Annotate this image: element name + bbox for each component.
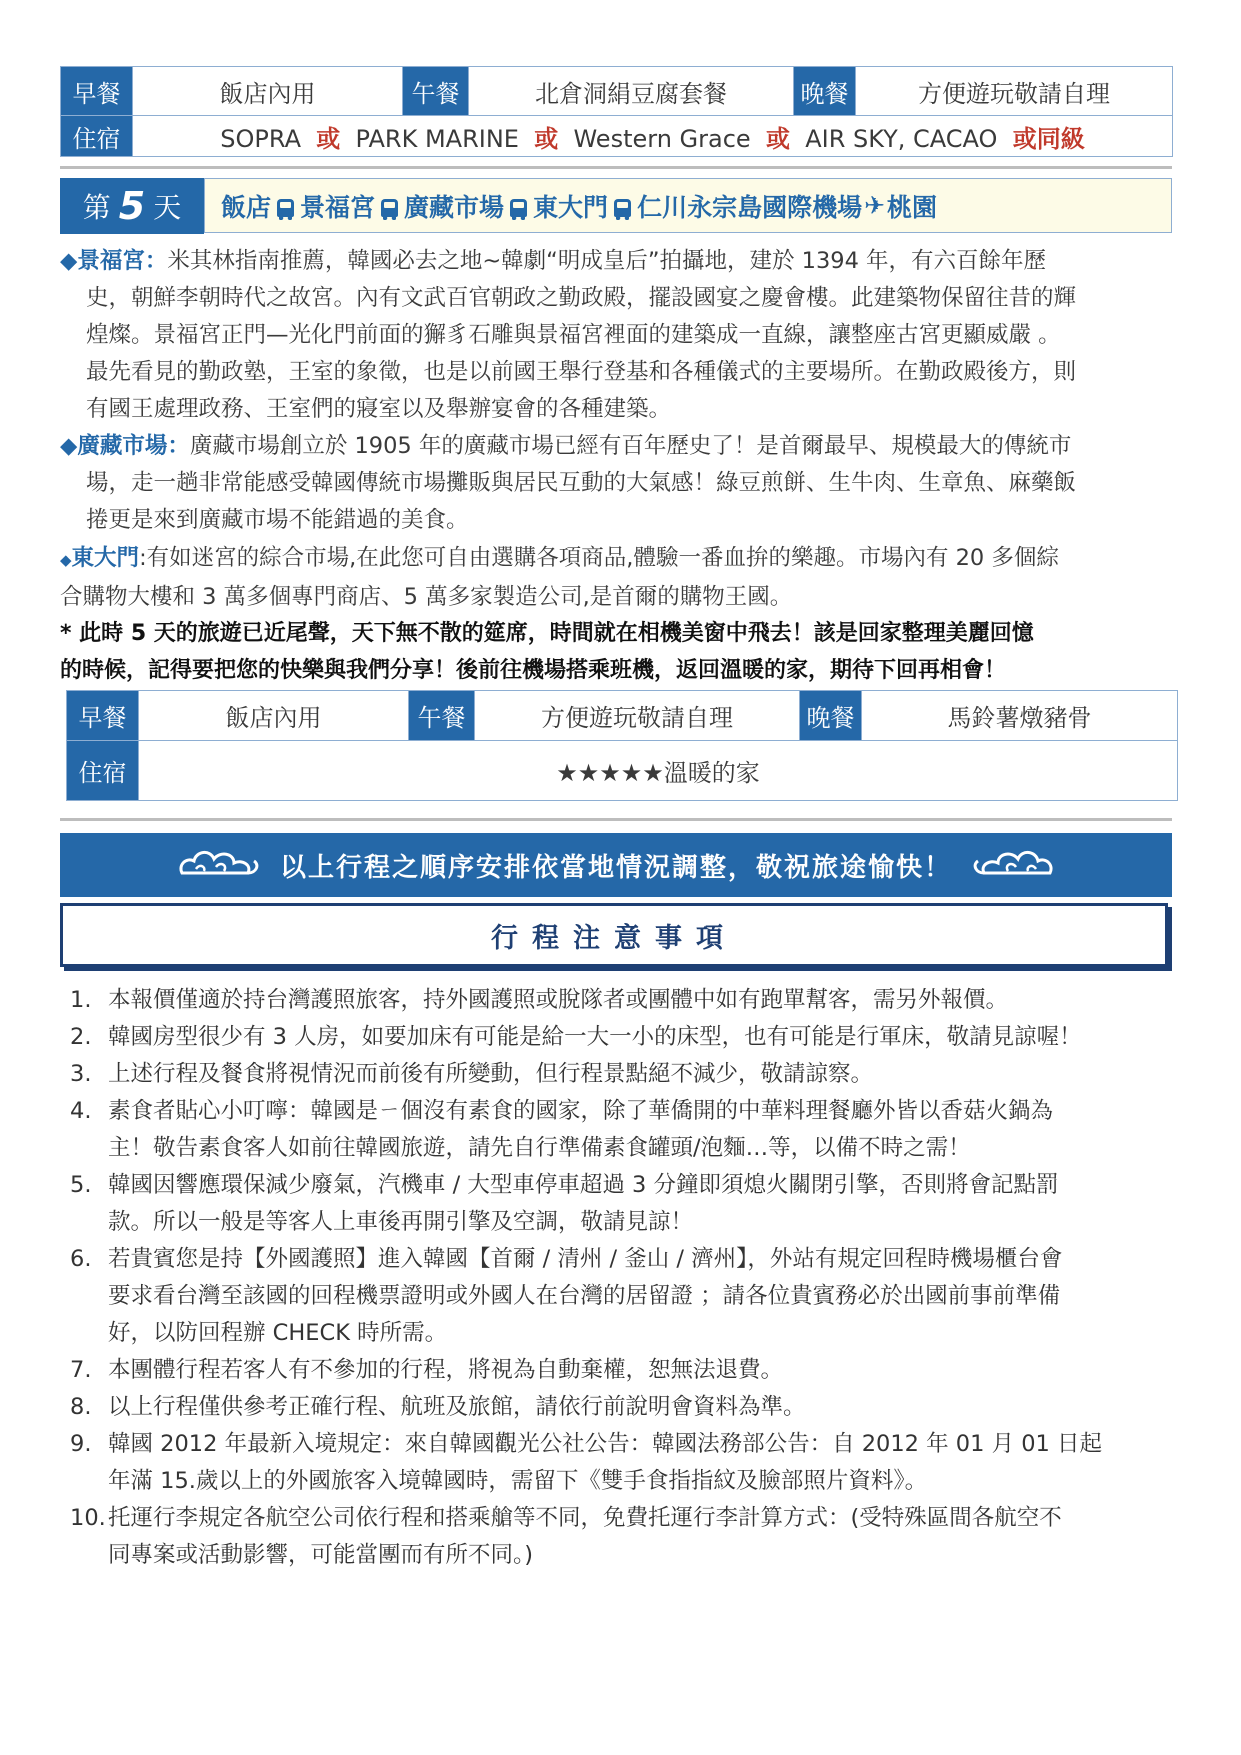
hotel-name: SOPRA bbox=[220, 124, 302, 153]
list-item bbox=[70, 1352, 1175, 1389]
text-line: 主！敬告素食客人如前往韓國旅遊，請先自行準備素食罐頭/泡麵…等，以備不時之需！ bbox=[108, 1135, 971, 1161]
dinner-label: 晚餐 bbox=[794, 67, 856, 116]
bus-icon bbox=[614, 199, 631, 217]
route-stop: 仁川永宗島國際機場 bbox=[637, 192, 863, 222]
lunch-label: 午餐 bbox=[403, 67, 469, 116]
dinner-value: 方便遊玩敬請自理 bbox=[856, 67, 1173, 116]
list-item bbox=[70, 1167, 1175, 1241]
item-number: 2. bbox=[70, 1024, 92, 1050]
text-line: 韓國房型很少有 3 人房，如要加床有可能是給一大一小的床型，也有可能是行軍床，敬請見諒喔！ bbox=[108, 1024, 1082, 1050]
divider bbox=[60, 818, 1172, 821]
day-prefix: 第 bbox=[82, 191, 111, 224]
bus-icon bbox=[510, 199, 527, 217]
notes-title: 行程注意事項 bbox=[60, 903, 1168, 967]
list-item bbox=[70, 1056, 1175, 1093]
item-number: 7. bbox=[70, 1357, 92, 1383]
gyeongbokgung-description bbox=[60, 243, 1180, 428]
gyeongbokgung-heading: 景福宮： bbox=[77, 248, 168, 274]
item-number: 8. bbox=[70, 1394, 92, 1420]
dinner-value: 馬鈴薯燉豬骨 bbox=[862, 691, 1178, 741]
closing-banner bbox=[60, 833, 1172, 897]
text-line: 的時候，記得要把您的快樂與我們分享！後前往機場搭乘班機，返回溫暖的家，期待下回再相會！ bbox=[60, 658, 1007, 683]
text-line: 史，朝鮮李朝時代之故宮。內有文武百官朝政之勤政殿，擺設國宴之慶會樓。此建築物保留往昔的輝 bbox=[86, 285, 1077, 311]
cloud-ornament-icon bbox=[176, 845, 262, 885]
list-item bbox=[70, 1019, 1175, 1056]
text-line: 好，以防回程辦 CHECK 時所需。 bbox=[108, 1320, 448, 1346]
item-number: 10. bbox=[70, 1505, 106, 1531]
gwangjang-heading: 廣藏市場： bbox=[77, 433, 190, 459]
text-line: 要求看台灣至該國的回程機票證明或外國人在台灣的居留證 ；請各位貴賓務必於出國前事前準備 bbox=[108, 1283, 1061, 1309]
day-number: 5 bbox=[118, 184, 146, 228]
day5-meal-table bbox=[66, 690, 1178, 801]
text-line: :有如迷宮的綜合市場,在此您可自由選購各項商品,體驗一番血拚的樂趣。市場內有 20 多個綜 bbox=[139, 545, 1059, 571]
route-stop: 飯店 bbox=[221, 192, 272, 222]
hotel-name: PARK MARINE bbox=[355, 124, 519, 153]
day-suffix: 天 bbox=[153, 191, 182, 224]
item-number: 6. bbox=[70, 1246, 92, 1272]
text-line: 本團體行程若客人有不參加的行程，將視為自動棄權，恕無法退費。 bbox=[108, 1357, 784, 1383]
bus-icon bbox=[381, 199, 398, 217]
text-line: * 此時 5 天的旅遊已近尾聲，天下無不散的筵席，時間就在相機美窗中飛去！該是回家整理美麗回憶 bbox=[60, 621, 1034, 646]
text-line: 同專案或活動影響，可能當團而有所不同。) bbox=[108, 1542, 534, 1568]
day4-meal-table bbox=[60, 66, 1173, 157]
diamond-bullet-icon: ◆ bbox=[60, 551, 72, 569]
diamond-bullet-icon: ◆ bbox=[60, 433, 78, 459]
item-number: 1. bbox=[70, 987, 92, 1013]
gwangjang-description bbox=[60, 428, 1180, 539]
divider bbox=[60, 166, 1172, 169]
day-badge bbox=[60, 178, 204, 234]
dinner-label: 晚餐 bbox=[800, 691, 862, 741]
route-stop: 廣藏市場 bbox=[404, 192, 505, 222]
text-line: 上述行程及餐食將視情況而前後有所變動，但行程景點絕不減少，敬請諒察。 bbox=[108, 1061, 874, 1087]
lunch-label: 午餐 bbox=[409, 691, 475, 741]
or-word: 或 bbox=[765, 124, 790, 153]
text-line: 若貴賓您是持【外國護照】進入韓國【首爾 / 清州 / 釜山 / 濟州】，外站有規定回程時機場櫃台會 bbox=[108, 1246, 1063, 1272]
text-line: 以上行程僅供參考正確行程、航班及旅館，請依行前說明會資料為準。 bbox=[108, 1394, 806, 1420]
bus-icon bbox=[277, 199, 294, 217]
list-item bbox=[70, 1093, 1175, 1167]
lodging-value: ★★★★★溫暖的家 bbox=[139, 741, 1178, 801]
text-line: 年滿 15.歲以上的外國旅客入境韓國時，需留下《雙手食指指紋及臉部照片資料》。 bbox=[108, 1468, 928, 1494]
or-word: 或 bbox=[534, 124, 559, 153]
list-item bbox=[70, 1241, 1175, 1352]
breakfast-value: 飯店內用 bbox=[133, 67, 403, 116]
lodging-label: 住宿 bbox=[61, 116, 133, 157]
dongdaemun-description bbox=[60, 540, 1180, 616]
hotel-name: AIR SKY, CACAO bbox=[805, 124, 998, 153]
diamond-bullet-icon: ◆ bbox=[60, 248, 78, 274]
lodging-label: 住宿 bbox=[67, 741, 139, 801]
or-same-level: 或同級 bbox=[1012, 124, 1085, 153]
dongdaemun-heading: 東大門 bbox=[71, 545, 140, 571]
breakfast-label: 早餐 bbox=[61, 67, 133, 116]
text-line: 韓國 2012 年最新入境規定：來自韓國觀光公社公告：韓國法務部公告：自 2012 年 01 月 01 日起 bbox=[108, 1431, 1103, 1457]
closing-note bbox=[60, 615, 1180, 689]
lunch-value: 北倉洞絹豆腐套餐 bbox=[469, 67, 794, 116]
text-line: 韓國因響應環保減少廢氣，汽機車 / 大型車停車超過 3 分鐘即須熄火關閉引擎，否則將會記點罰 bbox=[108, 1172, 1059, 1198]
item-number: 5. bbox=[70, 1172, 92, 1198]
lunch-value: 方便遊玩敬請自理 bbox=[475, 691, 800, 741]
cloud-ornament-icon bbox=[970, 845, 1056, 885]
lodging-value bbox=[133, 116, 1173, 157]
text-line: 托運行李規定各航空公司依行程和搭乘艙等不同，免費托運行李計算方式：(受特殊區間各航空不 bbox=[108, 1505, 1062, 1531]
item-number: 9. bbox=[70, 1431, 92, 1457]
text-line: 素食者貼心小叮嚀：韓國是ㄧ個沒有素食的國家，除了華僑開的中華料理餐廳外皆以香菇火鍋為 bbox=[108, 1098, 1054, 1124]
list-item bbox=[70, 1426, 1175, 1500]
hotel-name: Western Grace bbox=[573, 124, 751, 153]
or-word: 或 bbox=[316, 124, 341, 153]
list-item bbox=[70, 1389, 1175, 1426]
text-line: 最先看見的勤政塾，王室的象徵，也是以前國王舉行登基和各種儀式的主要場所。在勤政殿後方，則 bbox=[86, 359, 1077, 385]
item-number: 4. bbox=[70, 1098, 92, 1124]
text-line: 煌燦。景福宮正門—光化門前面的獬豸石雕與景福宮裡面的建築成一直線，讓整座古宮更顯威嚴 。 bbox=[86, 322, 1061, 348]
route-stop: 東大門 bbox=[533, 192, 609, 222]
route-stop: 桃園 bbox=[887, 192, 938, 222]
day-route bbox=[204, 178, 1172, 233]
text-line: 廣藏市場創立於 1905 年的廣藏市場已經有百年歷史了！是首爾最早、規模最大的傳統市 bbox=[189, 433, 1072, 459]
text-line: 場，走一趟非常能感受韓國傳統市場攤販與居民互動的大氣感！綠豆煎餅、生牛肉、生章魚、麻藥飯 bbox=[86, 470, 1077, 496]
text-line: 捲更是來到廣藏市場不能錯過的美食。 bbox=[86, 507, 469, 533]
breakfast-value: 飯店內用 bbox=[139, 691, 409, 741]
route-stop: 景福宮 bbox=[300, 192, 376, 222]
list-item bbox=[70, 1500, 1175, 1574]
item-number: 3. bbox=[70, 1061, 92, 1087]
notes-list bbox=[70, 982, 1175, 1574]
text-line: 合購物大樓和 3 萬多個專門商店、5 萬多家製造公司,是首爾的購物王國。 bbox=[60, 584, 793, 610]
text-line: 本報價僅適於持台灣護照旅客，持外國護照或脫隊者或團體中如有跑單幫客，需另外報價。 bbox=[108, 987, 1009, 1013]
breakfast-label: 早餐 bbox=[67, 691, 139, 741]
text-line: 米其林指南推薦，韓國必去之地~韓劇“明成皇后”拍攝地，建於 1394 年，有六百餘年歷 bbox=[167, 248, 1047, 274]
text-line: 有國王處理政務、王室們的寢室以及舉辦宴會的各種建築。 bbox=[86, 396, 672, 422]
banner-text: 以上行程之順序安排依當地情況調整，敬祝旅途愉快！ bbox=[279, 852, 952, 883]
list-item bbox=[70, 982, 1175, 1019]
plane-icon: ✈ bbox=[864, 191, 886, 220]
text-line: 款。所以一般是等客人上車後再開引擎及空調，敬請見諒！ bbox=[108, 1209, 694, 1235]
